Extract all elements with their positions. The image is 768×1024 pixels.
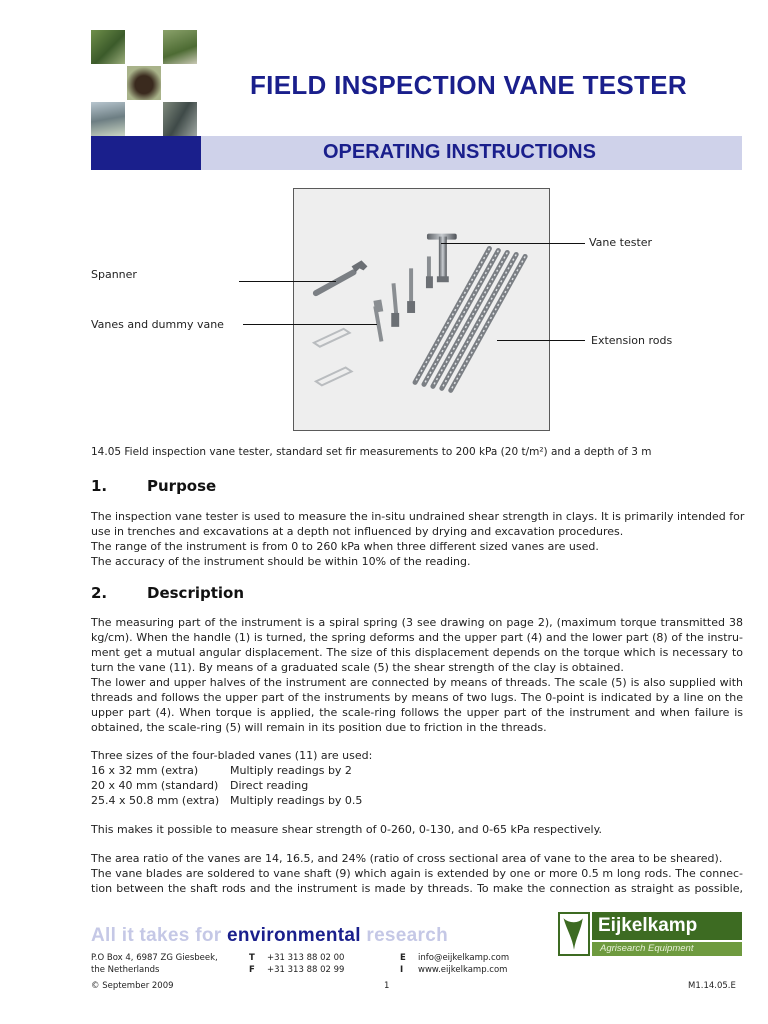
fax-key: F xyxy=(249,965,255,975)
field-photo-tile xyxy=(163,102,197,136)
footer-address xyxy=(91,952,218,976)
vane-size-row xyxy=(91,793,743,808)
vane-sizes-list xyxy=(91,748,743,808)
spanner-label: Spanner xyxy=(91,268,137,281)
field-photo-tile xyxy=(163,30,197,64)
text-line: kg/cm). When the handle (1) is turned, the spring deforms and the upper part (4) and the lower part (8) of the instru- xyxy=(91,631,743,644)
section-number: 1. xyxy=(91,477,108,495)
section-number: 2. xyxy=(91,584,108,602)
vane-size-row xyxy=(91,763,743,778)
document-subtitle: OPERATING INSTRUCTIONS xyxy=(323,141,596,163)
logo-tagline: Agrisearch Equipment xyxy=(592,942,742,956)
slogan-start: All it takes for xyxy=(91,925,228,946)
text-line: use in trenches and excavations at a depth not influenced by drying and excavation procedures. xyxy=(91,525,624,538)
description-paragraph-1 xyxy=(91,615,743,735)
section-title: Purpose xyxy=(147,477,217,495)
page-number: 1 xyxy=(384,981,390,991)
spanner-callout-line xyxy=(239,281,336,282)
phone-number: +31 313 88 02 00 xyxy=(267,953,345,963)
eijkelkamp-logo xyxy=(558,912,742,956)
vanes-callout-line xyxy=(243,324,377,325)
text-line: The measuring part of the instrument is a spiral spring (3 see drawing on page 2), (maximum torque transmitted 38 xyxy=(91,616,743,629)
vane-size: 25.4 x 50.8 mm (extra) xyxy=(91,794,220,807)
document-code: M1.14.05.E xyxy=(688,981,736,991)
text-line: turn the vane (11). By means of a graduated scale (5) the shear strength of the clay is obtained. xyxy=(91,661,624,674)
web-link[interactable]: www.eijkelkamp.com xyxy=(418,965,508,975)
product-photo xyxy=(293,188,550,431)
figure-caption: 14.05 Field inspection vane tester, standard set fir measurements to 200 kPa (20 t/m²) and a depth of 3 m xyxy=(91,446,652,458)
purpose-paragraph xyxy=(91,509,743,569)
section-title: Description xyxy=(147,584,245,602)
text-line: threads and follows the upper part of the instruments by means of two lugs. The 0-point is indicated by a line on the xyxy=(91,691,743,704)
slogan-end: research xyxy=(360,925,449,946)
field-photo-tile xyxy=(91,30,125,64)
text-line: The inspection vane tester is used to measure the in-situ undrained shear strength in clays. It is primarily intended for xyxy=(91,510,745,523)
vane-size: 20 x 40 mm (standard) xyxy=(91,779,219,792)
vane-tester-label: Vane tester xyxy=(589,236,653,249)
leaf-icon xyxy=(560,914,588,954)
text-line: upper part (4). When torque is applied, the scale-ring follows the upper part of the instrument and when failure is xyxy=(91,706,743,719)
document-title: FIELD INSPECTION VANE TESTER xyxy=(250,70,687,100)
vane-size: 16 x 32 mm (extra) xyxy=(91,764,199,777)
text-line: ment get a mutual angular displacement. The size of this displacement depends on the torque which is necessary to xyxy=(91,646,743,659)
phone-key: T xyxy=(249,953,255,963)
text-line: The accuracy of the instrument should be within 10% of the reading. xyxy=(91,555,471,568)
vane-tester-callout-line xyxy=(441,243,585,244)
extension-rods-label: Extension rods xyxy=(591,334,673,347)
footer-slogan xyxy=(91,925,448,947)
field-photo-tile xyxy=(127,66,161,100)
web-key: I xyxy=(400,965,404,975)
footer-phone-fax xyxy=(249,952,344,976)
address-line: the Netherlands xyxy=(91,965,160,975)
email-link[interactable]: info@eijkelkamp.com xyxy=(418,953,510,963)
header-navy-block xyxy=(91,136,201,170)
address-line: P.O Box 4, 6987 ZG Giesbeek, xyxy=(91,953,218,963)
section-heading-description xyxy=(91,584,244,602)
text-line: This makes it possible to measure shear strength of 0-260, 0-130, and 0-65 kPa respectively. xyxy=(91,823,603,836)
text-line: obtained, the scale-ring (5) will remain in its position due to friction in the threads. xyxy=(91,721,547,734)
vanes-label: Vanes and dummy vane xyxy=(91,318,224,331)
text-line: The vane blades are soldered to vane shaft (9) which again is extended by one or more 0.5 m long rods. The connec- xyxy=(91,867,743,880)
text-line: The lower and upper halves of the instrument are connected by means of threads. The scale (5) is also supplied with xyxy=(91,676,743,689)
vane-sizes-intro: Three sizes of the four-bladed vanes (11) are used: xyxy=(91,749,373,762)
slogan-emphasis: environmental xyxy=(227,925,361,946)
vane-size-row xyxy=(91,778,743,793)
field-photo-tile xyxy=(91,102,125,136)
text-line: tion between the shaft rods and the instrument is made by threads. To make the connection as straight as possible, xyxy=(91,882,743,895)
section-heading-purpose xyxy=(91,477,216,495)
footer-contact xyxy=(400,952,509,976)
vane-factor: Multiply readings by 2 xyxy=(230,764,352,777)
logo-mark-icon xyxy=(558,912,590,956)
description-paragraph-3 xyxy=(91,851,743,896)
copyright: © September 2009 xyxy=(91,981,174,991)
fax-number: +31 313 88 02 99 xyxy=(267,965,345,975)
text-line: The range of the instrument is from 0 to 260 kPa when three different sized vanes are used. xyxy=(91,540,599,553)
logo-name: Eijkelkamp xyxy=(592,912,742,940)
description-paragraph-2 xyxy=(91,822,743,837)
vane-factor: Multiply readings by 0.5 xyxy=(230,794,363,807)
vane-tester-set-illustration xyxy=(294,189,549,430)
email-key: E xyxy=(400,953,406,963)
text-line: The area ratio of the vanes are 14, 16.5, and 24% (ratio of cross sectional area of vane to the area to be sheared). xyxy=(91,852,723,865)
vane-factor: Direct reading xyxy=(230,779,309,792)
extension-rods-callout-line xyxy=(497,340,585,341)
